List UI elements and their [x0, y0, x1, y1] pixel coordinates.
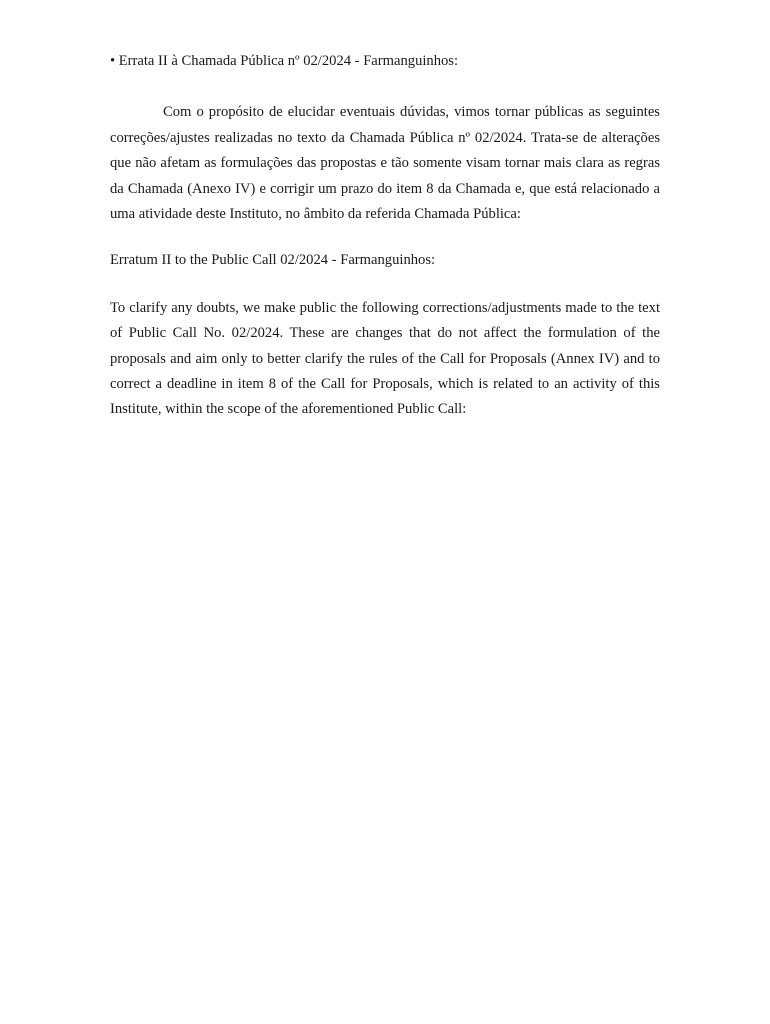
document-body [110, 49, 660, 423]
portuguese-erratum-heading: • Errata II à Chamada Pública nº 02/2024 - Farmanguinhos: [110, 53, 459, 69]
portuguese-erratum-paragraph: Com o propósito de elucidar eventuais dúvidas, vimos tornar públicas as seguintes correções/ajustes realizadas no texto da Chamada Pública nº 02/2024. Trata-se de alterações que não afetam as formulações das propostas e tão somente visam tornar mais clara as regras da Chamada (Anexo IV) e corrigir um prazo do item 8 da Chamada e, que está relacionado a uma atividade deste Instituto, no âmbito da referida Chamada Pública: [110, 104, 660, 223]
english-erratum-paragraph: To clarify any doubts, we make public the following corrections/adjustments made to the text of Public Call No. 02/2024. These are changes that do not affect the formulation of the proposals and aim only to better clarify the rules of the Call for Proposals (Annex IV) and to correct a deadline in item 8 of the Call for Proposals, which is related to an activity of this Institute, within the scope of the aforementioned Public Call: [110, 299, 660, 418]
english-erratum-heading: Erratum II to the Public Call 02/2024 - Farmanguinhos: [110, 252, 436, 269]
